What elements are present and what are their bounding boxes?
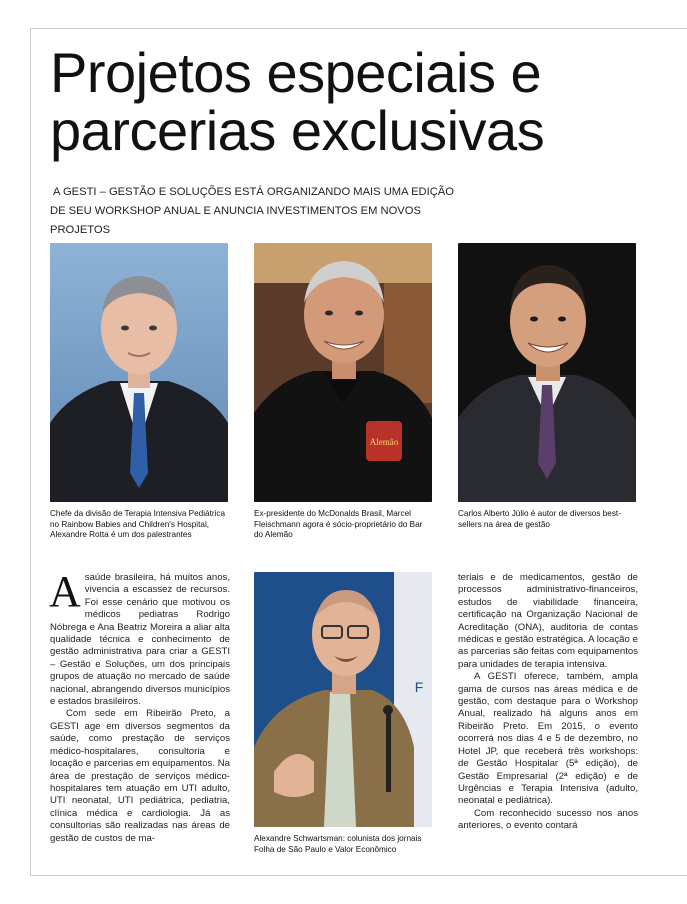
paragraph: Com sede em Ribeirão Preto, a GESTI age em diversos segmentos da saúde, como prestação de serviços médico-hospitalares, consultoria e locação e parcerias em equipamentos. Na área de prestação de serviços médico-hospitalares tem atuação em UTI adulto, UTI neonatal, UTI pediátrica, pediatria, clínica médica e cardiologia. Já as consultorias são realizadas nas áreas de gestão de custos de ma-	[50, 708, 230, 844]
paragraph-text: saúde brasileira, há muitos anos, vivencia a escassez de recursos. Foi esse cenário que motivou os médicos pediatras Rodrigo Nóbrega e Ana Beatriz Moreira a aliar alta qualidade técnica e conhecimento de gestão administrativa para criar a GESTI – Gestão e Soluções, um dos principais grupos de atuação no mercado de saúde nacional, abrangendo diversos municípios e estados brasileiros.	[50, 572, 230, 708]
paragraph: A GESTI oferece, também, ampla gama de cursos nas áreas médica e de gestão, com destaque para o Workshop Anual, realizado há alguns anos em Ribeirão Preto. Em 2015, o evento ocorrerá nos dias 4 e 5 de dezembro, no Hotel JP, que receberá três workshops: de Gestão Hospitalar (5ª edição), de Gestão Empresarial (2ª edição) e de Urgências e Terapia Intensiva (adulto, neonatal e pediátrica).	[458, 671, 638, 807]
photo-caption: Ex-presidente do McDonalds Brasil, Marcel Fleischmann agora é sócio-proprietário do Bar do Alemão	[254, 509, 423, 539]
body-column-3	[458, 572, 638, 833]
photo-alexandre-schwartsman	[254, 572, 432, 827]
photo-caption: Alexandre Schwartsman: colunista dos jornais Folha de São Paulo e Valor Econômico	[254, 834, 422, 854]
photo-caption: Chefe da divisão de Terapia Intensiva Pediátrica no Rainbow Babies and Children's Hospital, Alexandre Rotta é um dos palestrantes	[50, 509, 226, 539]
body-column-1	[49, 567, 230, 845]
paragraph: teriais e de medicamentos, gestão de processos administrativo-financeiros, estudos de viabilidade financeira, certificação na Organização Nacional de Acreditação (ONA), auditoria de contas médicas e gestão estratégica. A locação e as parcerias são feitas com equipamentos para unidades de terapia intensiva.	[458, 572, 638, 670]
paragraph: Com reconhecido sucesso nos anos anteriores, o evento contará	[458, 807, 638, 832]
photo-marcel-fleischmann	[254, 243, 432, 502]
svg-text:Alemão: Alemão	[369, 437, 399, 447]
article-deck	[50, 183, 470, 240]
paragraph	[49, 567, 230, 708]
deck-text: A GESTI – GESTÃO E SOLUÇÕES ESTÁ ORGANIZANDO MAIS UMA EDIÇÃO DE SEU WORKSHOP ANUAL E ANUNCIA INVESTIMENTOS EM NOVOS PROJETOS	[50, 186, 454, 236]
photo-carlos-alberto-julio	[458, 243, 636, 502]
article-title: Projetos especiais e parcerias exclusivas	[50, 41, 545, 162]
drop-cap: A	[49, 567, 81, 616]
photo-alexandre-rotta	[50, 243, 228, 502]
svg-text:F: F	[414, 679, 424, 695]
photo-caption: Carlos Alberto Júlio é autor de diversos best-sellers na área de gestão	[458, 509, 621, 529]
